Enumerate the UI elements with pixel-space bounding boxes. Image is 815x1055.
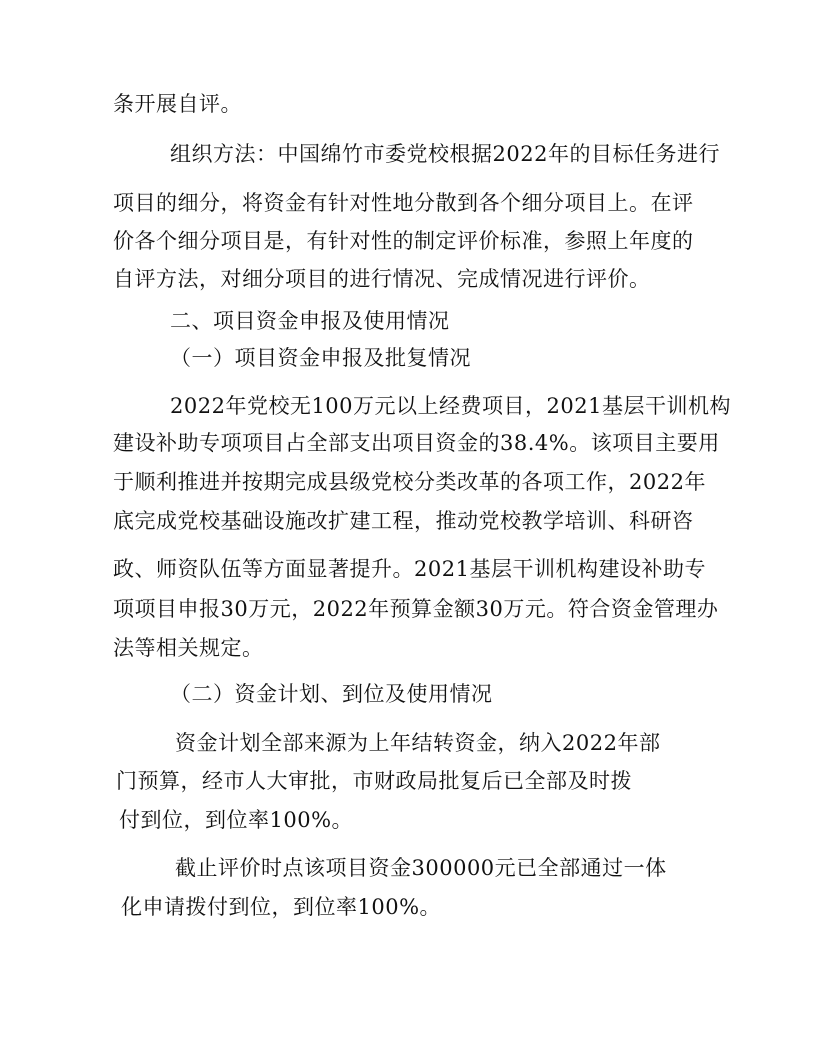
text-line: 付到位，到位率100%。 bbox=[119, 808, 354, 832]
text-line: 化申请拨付到位，到位率100%。 bbox=[121, 895, 442, 919]
subsection-heading: （二）资金计划、到位及使用情况 bbox=[170, 682, 493, 706]
text-line: 项项目申报30万元，2022年预算金额30万元。符合资金管理办 bbox=[113, 597, 719, 621]
text-line: 自评方法，对细分项目的进行情况、完成情况进行评价。 bbox=[113, 267, 651, 291]
text-line: 项目的细分，将资金有针对性地分散到各个细分项目上。在评 bbox=[113, 191, 694, 215]
text-line: 资金计划全部来源为上年结转资金，纳入2022年部 bbox=[175, 731, 661, 755]
text-line: 组织方法：中国绵竹市委党校根据2022年的目标任务进行 bbox=[170, 142, 720, 166]
text-line: 政、师资队伍等方面显著提升。2021基层干训机构建设补助专 bbox=[113, 557, 706, 581]
text-line: 条开展自评。 bbox=[113, 92, 242, 116]
text-line: 门预算，经市人大审批，市财政局批复后已全部及时拨 bbox=[116, 769, 632, 793]
text-line: 于顺利推进并按期完成县级党校分类改革的各项工作，2022年 bbox=[113, 470, 706, 494]
subsection-heading: （一）项目资金申报及批复情况 bbox=[170, 346, 471, 370]
text-line: 建设补助专项项目占全部支出项目资金的38.4%。该项目主要用 bbox=[113, 431, 720, 455]
text-line: 价各个细分项目是，有针对性的制定评价标准，参照上年度的 bbox=[113, 229, 694, 253]
section-heading: 二、项目资金申报及使用情况 bbox=[170, 309, 450, 333]
text-line: 法等相关规定。 bbox=[113, 636, 264, 660]
text-line: 截止评价时点该项目资金300000元已全部通过一体 bbox=[175, 856, 667, 880]
text-line: 2022年党校无100万元以上经费项目，2021基层干训机构 bbox=[170, 394, 731, 418]
text-line: 底完成党校基础设施改扩建工程，推动党校教学培训、科研咨 bbox=[113, 509, 694, 533]
